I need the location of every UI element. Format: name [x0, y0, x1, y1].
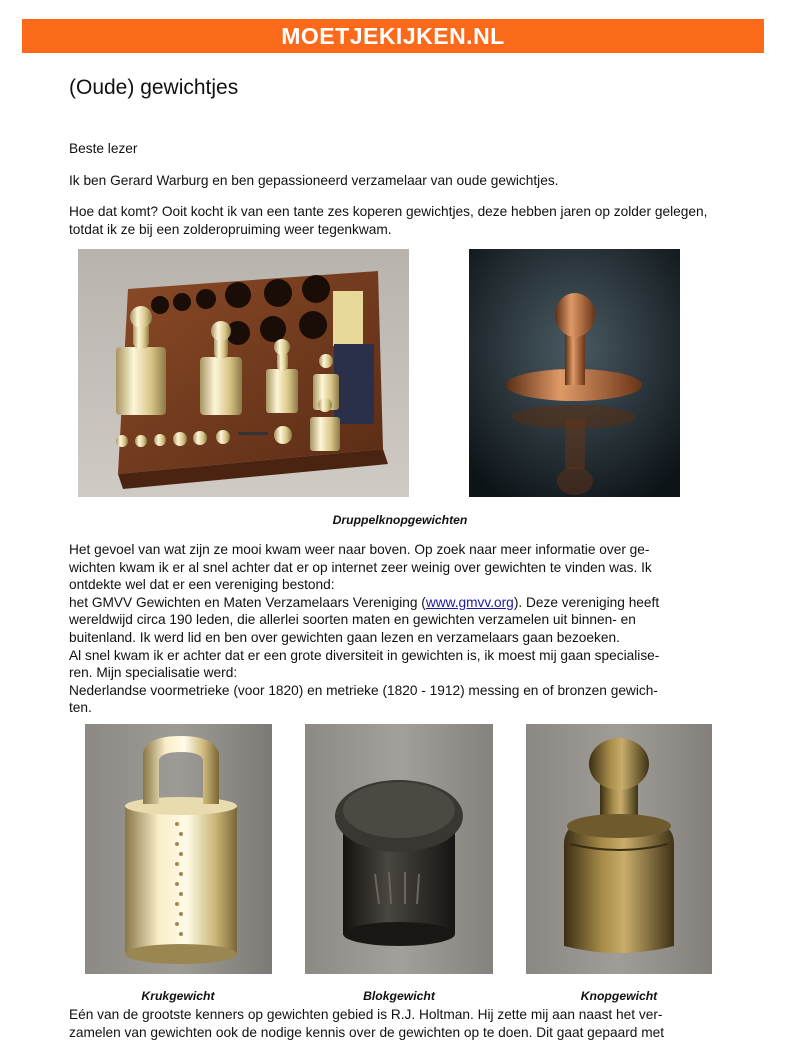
knopgewicht-illustration — [526, 724, 712, 974]
text-line: wichten kwam ik er al snel achter dat er op internet zeer weinig over gewichten te vinden was. Ik — [69, 559, 652, 575]
caption-krukgewicht: Krukgewicht — [141, 989, 215, 1003]
caption-knopgewicht: Knopgewicht — [580, 989, 658, 1003]
caption-blokgewicht: Blokgewicht — [363, 989, 435, 1003]
text-line: Eén van de grootste kenners op gewichten gebied is R.J. Holtman. Hij zette mij aan naast het ver- — [69, 1007, 663, 1022]
text-line — [69, 594, 729, 612]
text-line: ontdekte wel dat er een vereniging bestond: — [69, 577, 335, 593]
greeting: Beste lezer — [69, 141, 138, 156]
text-line: wereldwijd circa 190 leden, die allerlei soorten maten en gewichten verzamelen uit binnen- en — [69, 612, 636, 628]
photo-knopgewicht — [526, 724, 712, 974]
text-line: Nederlandse voormetrieke (voor 1820) en metrieke (1820 - 1912) messing en of bronzen gewich- — [69, 682, 658, 698]
photo-weight-set-box — [78, 249, 409, 497]
text-line: ren. Mijn specialisatie werd: — [69, 665, 238, 681]
site-banner[interactable]: MOETJEKIJKEN.NL — [22, 19, 764, 53]
holtman-paragraph — [69, 1006, 729, 1041]
page-title: (Oude) gewichtjes — [69, 76, 239, 99]
gmvv-link[interactable]: www.gmvv.org — [425, 594, 514, 610]
text-fragment: ). Deze vereniging heeft — [513, 594, 660, 610]
collector-paragraph — [69, 541, 729, 717]
text-line: buitenland. Ik werd lid en ben over gewichten gaan lezen en verzamelaars gaan bezoeken. — [69, 629, 620, 645]
text-line: ten. — [69, 700, 92, 716]
intro-paragraph: Ik ben Gerard Warburg en ben gepassioneerd verzamelaar van oude gewichtjes. — [69, 173, 559, 188]
photo-krukgewicht — [85, 724, 272, 974]
photo-droplet-knob-weight — [469, 249, 680, 497]
text-line: Al snel kwam ik er achter dat er een grote diversiteit in gewichten is, ik moest mij gaan specialise- — [69, 647, 660, 663]
krukgewicht-illustration — [85, 724, 272, 974]
photo-blokgewicht — [305, 724, 493, 974]
text-fragment: het GMVV Gewichten en Maten Verzamelaars Vereniging ( — [69, 594, 426, 610]
text-line: Het gevoel van wat zijn ze mooi kwam weer naar boven. Op zoek naar meer informatie over ge- — [69, 542, 650, 557]
text-line: zamelen van gewichten ook de nodige kennis over de gewichten op te doen. Dit gaat gepaard met — [69, 1024, 665, 1040]
caption-druppelknop: Druppelknopgewichten — [332, 513, 468, 527]
origin-paragraph: Hoe dat komt? Ooit kocht ik van een tante zes koperen gewichtjes, deze hebben jaren op zolder gelegen, totdat ik ze bij een zolderopruiming weer tegenkwam. — [69, 204, 708, 237]
weight-set-illustration — [78, 249, 409, 497]
blokgewicht-illustration — [305, 724, 493, 974]
droplet-knob-illustration — [469, 249, 680, 497]
